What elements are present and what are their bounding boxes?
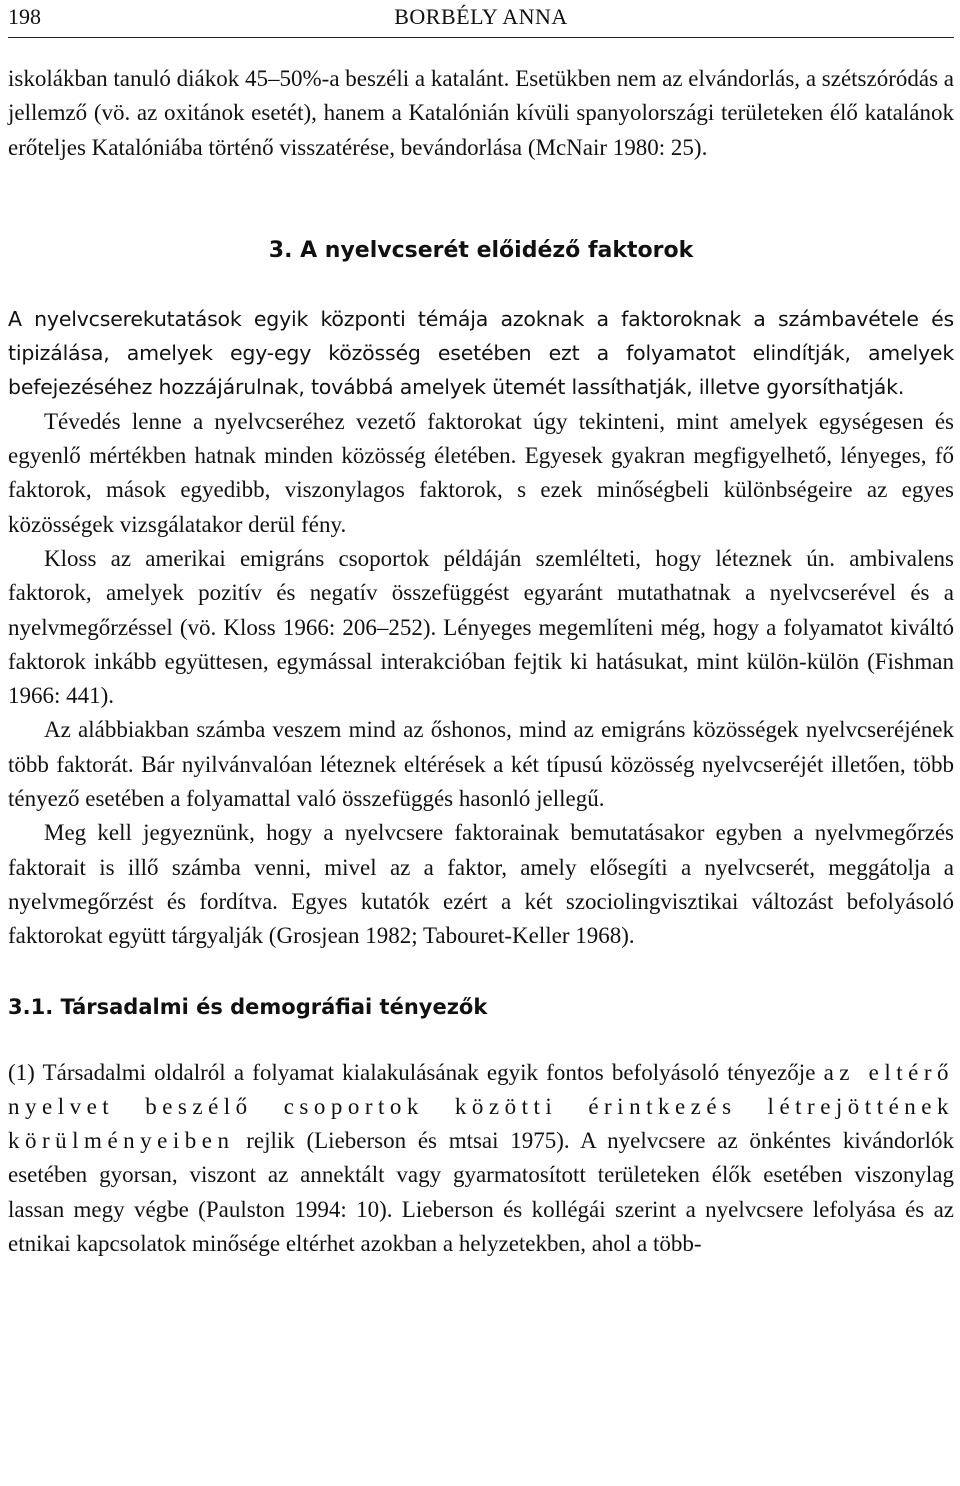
running-head-author: BORBÉLY ANNA [394,4,568,29]
subsection-heading: 3.1. Társadalmi és demográfiai tényezők [8,994,488,1019]
section-paragraph-1: A nyelvcserekutatások egyik központi témája azoknak a faktoroknak a számbavétele és tipizálása, amelyek egy-egy közösség esetében ezt a folyamatot elindítják, amelyek befejezéséhez hozzájárulnak, továbbá amelyek ütemét lassíthatják, illetve gyorsíthatják. [8,306,954,400]
section-paragraph-2: Tévedés lenne a nyelvcseréhez vezető faktorokat úgy tekinteni, mint amelyek egységesen és egyenlő mértékben hatnak minden közösség életében. Egyesek gyakran megfigyelhető, lényeges, fő faktorok, mások egyedibb, viszonylagos faktorok, s ezek minőségbeli különbségeire az egyes közösségek vizsgálatakor derül fény. [8,408,954,537]
emphasized-spaced-text: az eltérő nyelvet beszélő csoportok közötti érintkezés létrejöttének körülményeiben [8,1059,954,1154]
book-page [8,0,954,1261]
page-number: 198 [8,4,41,29]
subsection-text-before: (1) Társadalmi oldalról a folyamat kialakulásának egyik fontos befolyásoló tényezője [8,1059,816,1085]
section-paragraph-5: Meg kell jegyeznünk, hogy a nyelvcsere faktorainak bemutatásakor egyben a nyelvmegőrzés faktorait is illő számba venni, mivel az a faktor, amely elősegíti a nyelvcserét, meggátolja a nyelvmegőrzést és fordítva. Egyes kutatók ezért a két szociolingvisztikai változást befolyásoló faktorokat együtt tárgyalják (Grosjean 1982; Tabouret-Keller 1968). [8,820,954,949]
running-header [8,0,954,40]
section-paragraph-4: Az alábbiakban számba veszem mind az őshonos, mind az emigráns közösségek nyelvcseréjének több faktorát. Bár nyilvánvalóan léteznek eltérések a két típusú közösség nyelvcseréjét illetően, több tényező esetében a folyamattal való összefüggés hasonló jellegű. [8,717,954,812]
header-rule [8,37,954,38]
section-heading: 3. A nyelvcserét előidéző faktorok [268,237,694,263]
section-paragraph-3: Kloss az amerikai emigráns csoportok példáján szemlélteti, hogy léteznek ún. ambivalens faktorok, amelyek pozitív és negatív összefüggést egyaránt mutathatnak a nyelvcserével és a nyelvmegőrzéssel (vö. Kloss 1966: 206–252). Lényeges megemlíteni még, hogy a folyamatot kiváltó faktorok inkább együttesen, egymással interakcióban fejtik ki hatásukat, mint külön-külön (Fishman 1966: 441). [8,545,954,709]
intro-paragraph: iskolákban tanuló diákok 45–50%-a beszéli a katalánt. Esetükben nem az elvándorlás, a szétszóródás a jellemző (vö. az oxitánok esetét), hanem a Katalónián kívüli spanyolországi területeken élő katalánok erőteljes Katalóniába történő visszatérése, bevándorlása (McNair 1980: 25). [8,66,954,160]
subsection-text-after: rejlik (Lieberson és mtsai 1975). A nyelvcsere az önkéntes kivándorlók esetében gyorsan, viszont az annektált vagy gyarmatosított területeken élők esetében viszonylag lassan megy végbe (Paulston 1994: 10). Lieberson és kollégái szerint a nyelvcsere lefolyása és az etnikai kapcsolatok minősége eltérhet azokban a helyzetekben, ahol a több- [8,1128,955,1257]
subsection-paragraph [8,1056,954,1262]
